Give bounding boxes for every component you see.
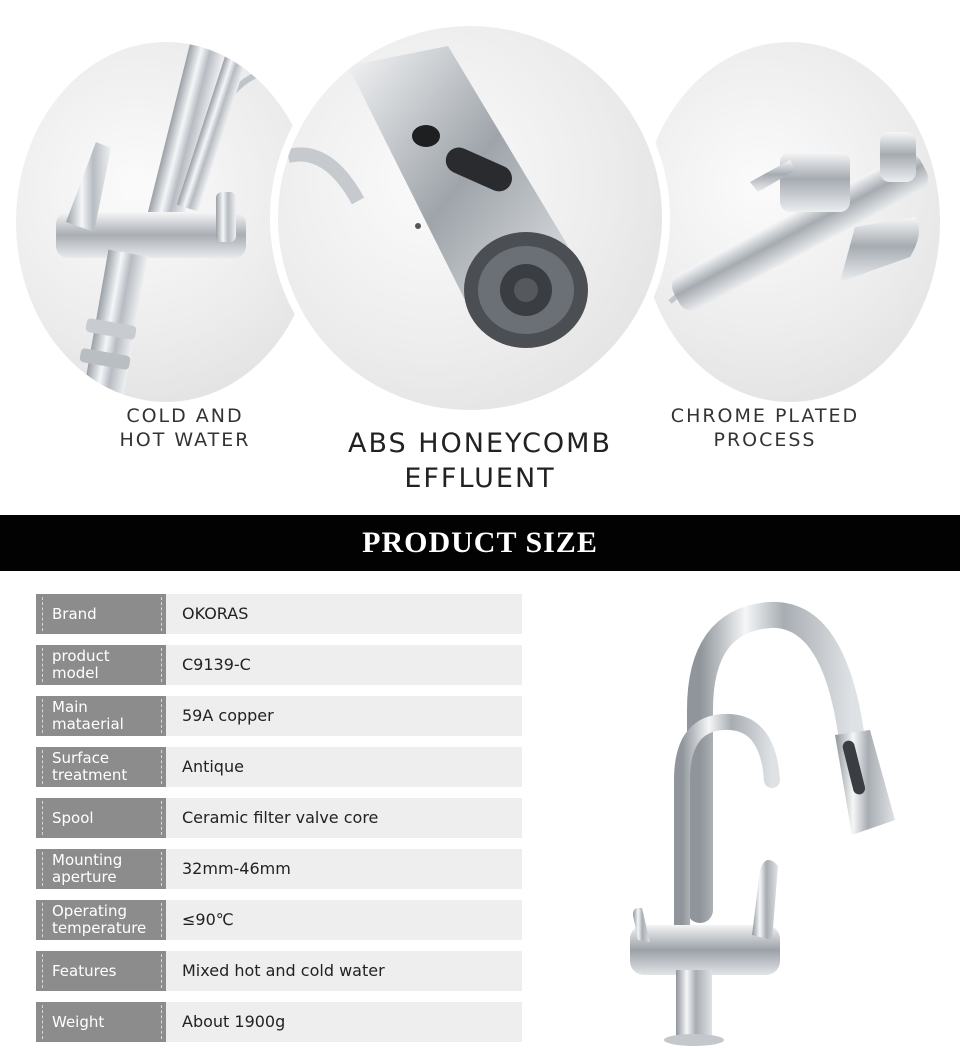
banner-title: PRODUCT SIZE	[362, 526, 598, 559]
spec-label: Mounting aperture	[36, 849, 166, 889]
spec-row	[36, 747, 522, 787]
spec-value: OKORAS	[166, 594, 522, 634]
spec-value: Ceramic filter valve core	[166, 798, 522, 838]
feature-caption-cold-hot: COLD AND HOT WATER	[119, 405, 251, 451]
spec-row	[36, 1002, 522, 1042]
spray-head-icon	[278, 26, 662, 410]
spec-value: About 1900g	[166, 1002, 522, 1042]
spec-label: Operating temperature	[36, 900, 166, 940]
spec-label: Features	[36, 951, 166, 991]
spec-value: 59A copper	[166, 696, 522, 736]
spec-label: product model	[36, 645, 166, 685]
spec-value: Antique	[166, 747, 522, 787]
spec-label: Brand	[36, 594, 166, 634]
spec-value: C9139-C	[166, 645, 522, 685]
spec-value: 32mm-46mm	[166, 849, 522, 889]
spec-row	[36, 951, 522, 991]
spec-row	[36, 798, 522, 838]
spec-label: Main mataerial	[36, 696, 166, 736]
section-banner	[0, 515, 960, 571]
feature-photo-chrome	[640, 42, 940, 402]
feature-caption-honeycomb: ABS HONEYCOMB EFFLUENT	[348, 428, 612, 494]
spec-row	[36, 849, 522, 889]
chrome-valve-icon	[640, 42, 940, 402]
product-photo	[590, 590, 930, 1050]
spec-value: ≤90℃	[166, 900, 522, 940]
spec-label: Surface treatment	[36, 747, 166, 787]
spec-label: Spool	[36, 798, 166, 838]
feature-photo-honeycomb	[270, 18, 670, 418]
spec-row	[36, 645, 522, 685]
spec-row	[36, 696, 522, 736]
spec-label: Weight	[36, 1002, 166, 1042]
faucet-icon	[590, 590, 930, 1050]
feature-caption-chrome: CHROME PLATED PROCESS	[670, 405, 860, 451]
spec-value: Mixed hot and cold water	[166, 951, 522, 991]
spec-row	[36, 900, 522, 940]
spec-row	[36, 594, 522, 634]
feature-section	[0, 0, 960, 515]
